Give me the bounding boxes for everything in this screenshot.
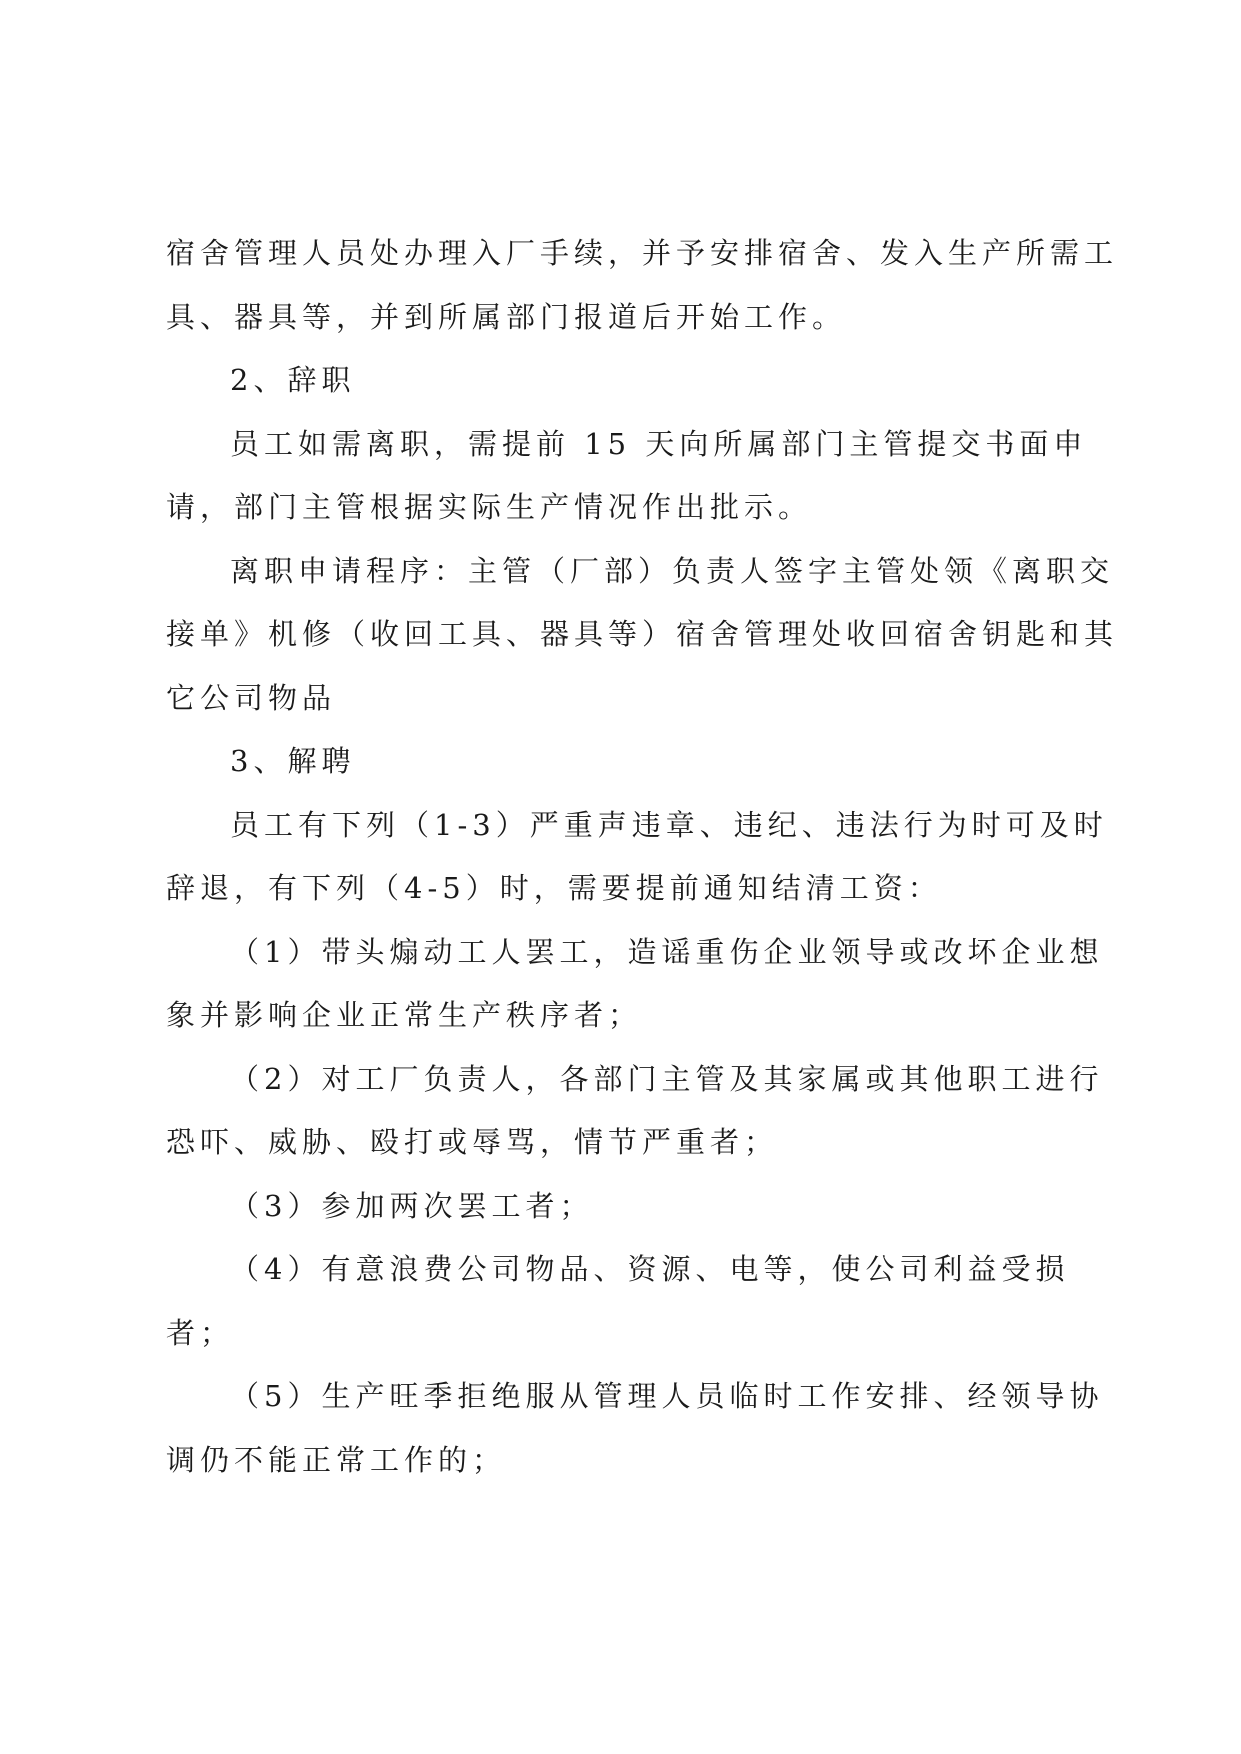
text-line: 具、器具等，并到所属部门报道后开始工作。 bbox=[166, 299, 847, 334]
text-line: 恐吓、威胁、殴打或辱骂，情节严重者； bbox=[166, 1125, 779, 1159]
text-line: 接单》机修（收回工具、器具等）宿舍管理处收回宿舍钥匙和其 bbox=[166, 617, 1119, 651]
text-line: 离职申请程序：主管（厂部）负责人签字主管处领《离职交 bbox=[230, 553, 1115, 588]
list-item: （1）带头煽动工人罢工，造谣重伤企业领导或改坏企业想 bbox=[230, 934, 1104, 969]
list-item: （4）有意浪费公司物品、资源、电等，使公司利益受损 bbox=[230, 1252, 1070, 1286]
text-line: 员工如需离职，需提前 15 天向所属部门主管提交书面申 bbox=[230, 426, 1088, 461]
list-item: （2）对工厂负责人，各部门主管及其家属或其他职工进行 bbox=[230, 1061, 1104, 1096]
text-line: 请，部门主管根据实际生产情况作出批示。 bbox=[166, 490, 813, 524]
text-line: 象并影响企业正常生产秩序者； bbox=[166, 998, 643, 1032]
text-line: 员工有下列（1-3）严重声违章、违纪、违法行为时可及时 bbox=[230, 807, 1108, 842]
section-heading: 2、辞职 bbox=[230, 363, 356, 397]
document-body bbox=[166, 222, 1119, 1492]
list-item: （3）参加两次罢工者； bbox=[230, 1188, 594, 1223]
text-line: 它公司物品 bbox=[166, 680, 337, 715]
section-heading: 3、解聘 bbox=[230, 744, 356, 778]
text-line: 调仍不能正常工作的； bbox=[166, 1442, 507, 1477]
text-line: 者； bbox=[166, 1315, 235, 1350]
text-line: 宿舍管理人员处办理入厂手续，并予安排宿舍、发入生产所需工 bbox=[166, 236, 1119, 270]
text-line: 辞退，有下列（4-5）时，需要提前通知结清工资： bbox=[166, 871, 942, 905]
list-item: （5）生产旺季拒绝服从管理人员临时工作安排、经领导协 bbox=[230, 1379, 1104, 1413]
